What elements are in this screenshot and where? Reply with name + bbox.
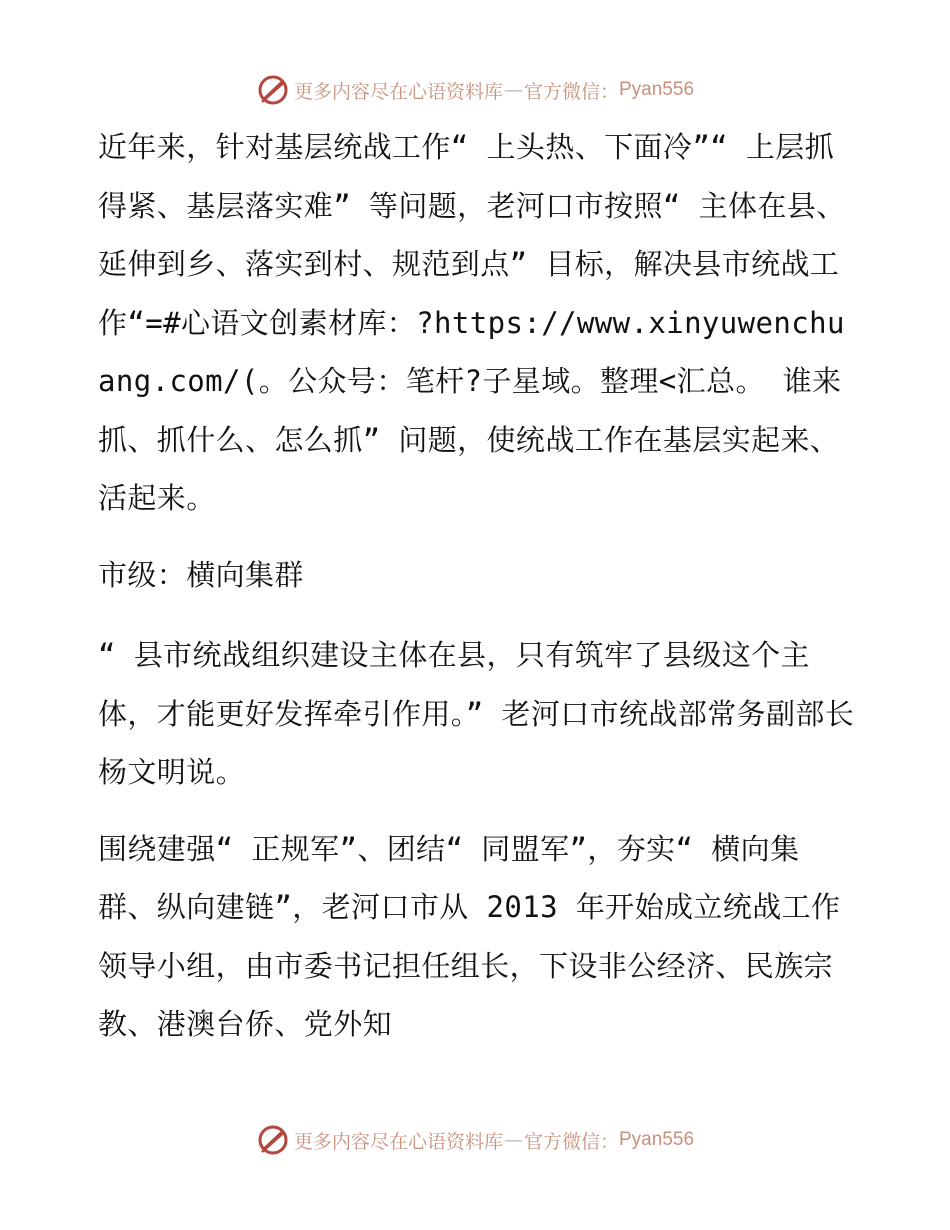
banner-dash: — <box>503 79 523 101</box>
document-body <box>98 118 858 1072</box>
paragraph-intro: 近年来，针对基层统战工作“ 上头热、下面冷”“ 上层抓得紧、基层落实难” 等问题，老河口市按照“ 主体在县、延伸到乡、落实到村、规范到点” 目标，解决县市统战工作“=#心语文创素材库：?https://www.xinyuwenchuang.com/(。公众号：笔杆?子星域。整理<汇总。 谁来抓、抓什么、怎么抓” 问题，使统战工作在基层实起来、活起来。 <box>98 130 846 515</box>
brush-logo-icon <box>256 1123 290 1157</box>
brush-logo-icon <box>256 73 290 107</box>
banner-site-text: 更多内容尽在心语资料库 <box>293 1130 503 1153</box>
paragraph-quote: “ 县市统战组织建设主体在县，只有筑牢了县级这个主体，才能更好发挥牵引作用。” 老河口市统战部常务副部长杨文明说。 <box>98 638 855 789</box>
banner-wechat-id: Pyan556 <box>619 1129 695 1150</box>
footer-banner <box>0 1120 950 1160</box>
banner-wechat-id: Pyan556 <box>619 79 695 100</box>
header-banner <box>0 70 950 110</box>
banner-site-text: 更多内容尽在心语资料库 <box>293 80 503 103</box>
section-heading: 市级：横向集群 <box>98 557 304 592</box>
paragraph-organization: 围绕建强“ 正规军”、团结“ 同盟军”，夯实“ 横向集群、纵向建链”，老河口市从 2013 年开始成立统战工作领导小组，由市委书记担任组长，下设非公经济、民族宗教、港澳台侨、党外知 <box>98 831 841 1041</box>
banner-wechat-label: 官方微信： <box>523 80 619 103</box>
banner-wechat-label: 官方微信： <box>523 1130 619 1153</box>
banner-dash: — <box>503 1129 523 1151</box>
